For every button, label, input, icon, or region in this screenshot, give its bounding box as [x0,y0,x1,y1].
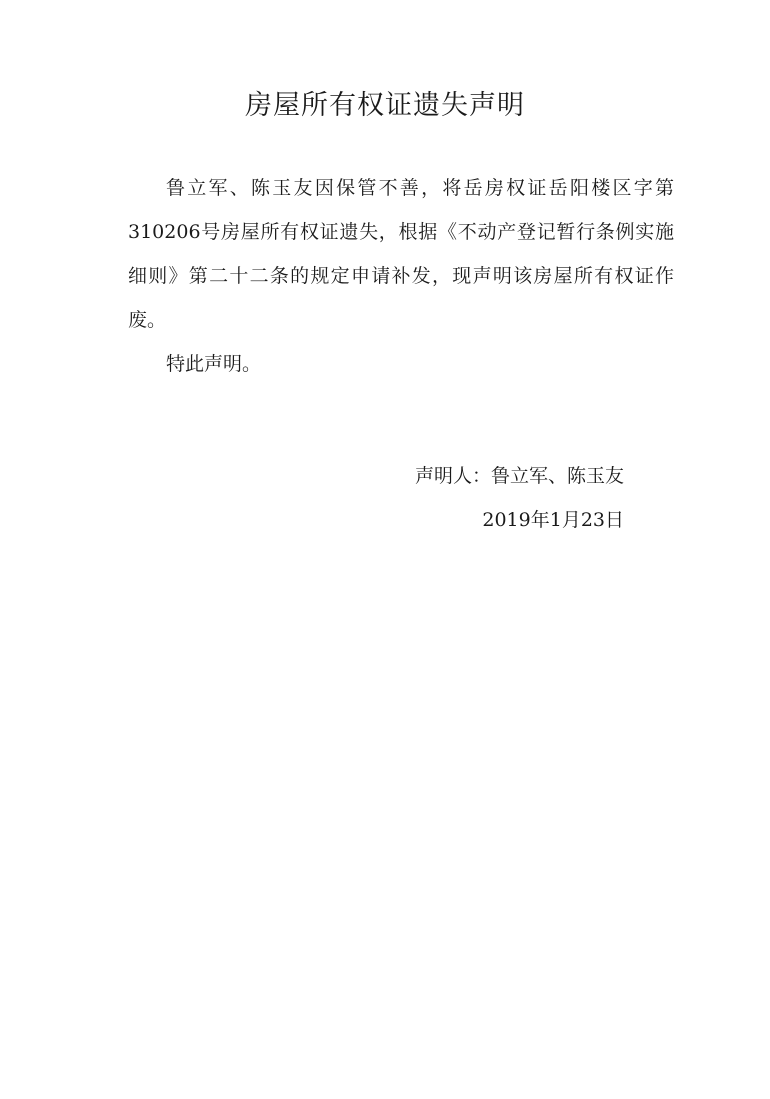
declarant-line: 声明人：鲁立军、陈玉友 [414,465,624,487]
signature-block [304,454,624,542]
closing-paragraph: 特此声明。 [166,353,262,375]
document-title: 房屋所有权证遗失声明 [245,90,525,121]
date-line: 2019年1月23日 [482,509,624,531]
body-paragraph: 鲁立军、陈玉友因保管不善，将岳房权证岳阳楼区字第310206号房屋所有权证遗失，根据《不动产登记暂行条例实施细则》第二十二条的规定申请补发，现声明该房屋所有权证作废。 [128,177,674,331]
document-body [128,166,674,386]
